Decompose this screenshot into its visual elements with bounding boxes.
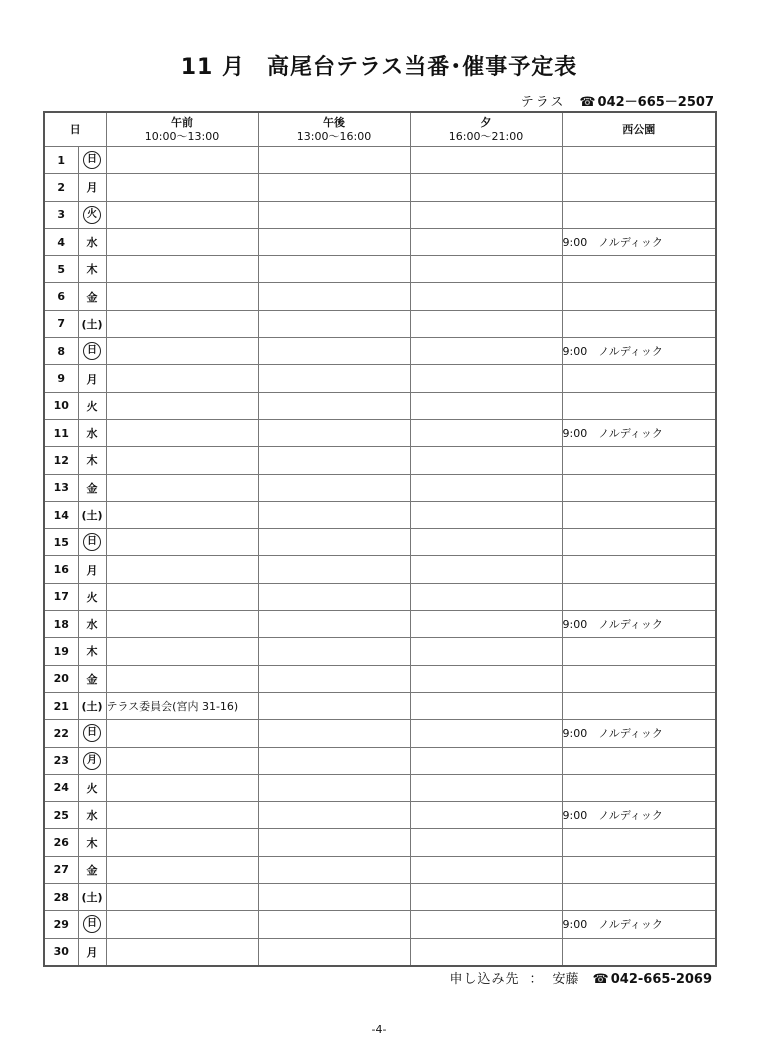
table-row xyxy=(44,338,716,365)
title-text: 高尾台テラス当番･催事予定表 xyxy=(266,55,578,80)
weekday-cell xyxy=(78,829,106,856)
table-row xyxy=(44,665,716,692)
am-cell xyxy=(106,665,258,692)
terrace-contact xyxy=(521,91,714,110)
day-number: 4 xyxy=(44,228,78,255)
page-number: -4- xyxy=(371,1023,387,1036)
header-am-time: 10:00～13:00 xyxy=(144,129,220,143)
evening-cell xyxy=(410,201,562,228)
weekday-cell xyxy=(78,638,106,665)
weekday-cell xyxy=(78,310,106,337)
table-row xyxy=(44,938,716,966)
pm-cell xyxy=(258,147,410,174)
day-number: 10 xyxy=(44,392,78,419)
day-number: 19 xyxy=(44,638,78,665)
header-pm xyxy=(258,112,410,147)
pm-cell xyxy=(258,611,410,638)
table-row xyxy=(44,501,716,528)
day-number: 1 xyxy=(44,147,78,174)
park-cell: 9:00 ノルディック xyxy=(562,228,716,255)
pm-cell xyxy=(258,802,410,829)
pm-cell xyxy=(258,447,410,474)
weekday-cell xyxy=(78,474,106,501)
park-cell xyxy=(562,365,716,392)
am-cell xyxy=(106,884,258,911)
day-number: 17 xyxy=(44,583,78,610)
pm-cell xyxy=(258,419,410,446)
weekday-cell xyxy=(78,174,106,201)
table-row xyxy=(44,447,716,474)
table-row xyxy=(44,884,716,911)
header-west-park: 西公園 xyxy=(562,112,716,147)
header-am-label: 午前 xyxy=(171,115,193,129)
header-evening-time: 16:00～21:00 xyxy=(448,129,524,143)
am-cell xyxy=(106,310,258,337)
day-number: 18 xyxy=(44,611,78,638)
pm-cell xyxy=(258,583,410,610)
park-cell: 9:00 ノルディック xyxy=(562,338,716,365)
weekday-label: 水 xyxy=(86,618,98,632)
weekday-label: 水 xyxy=(86,809,98,823)
am-cell xyxy=(106,529,258,556)
day-number: 26 xyxy=(44,829,78,856)
park-cell xyxy=(562,583,716,610)
park-cell xyxy=(562,747,716,774)
day-number: 7 xyxy=(44,310,78,337)
title-month: 11 月 xyxy=(180,55,245,80)
am-cell xyxy=(106,802,258,829)
evening-cell xyxy=(410,228,562,255)
park-cell xyxy=(562,201,716,228)
weekday-cell xyxy=(78,938,106,966)
am-cell xyxy=(106,501,258,528)
evening-cell xyxy=(410,365,562,392)
evening-cell xyxy=(410,474,562,501)
day-number: 11 xyxy=(44,419,78,446)
am-cell xyxy=(106,228,258,255)
schedule-table xyxy=(43,111,717,967)
pm-cell xyxy=(258,201,410,228)
evening-cell xyxy=(410,583,562,610)
day-number: 13 xyxy=(44,474,78,501)
park-cell xyxy=(562,774,716,801)
park-cell xyxy=(562,501,716,528)
table-row xyxy=(44,174,716,201)
weekday-label: 木 xyxy=(86,454,98,468)
am-cell xyxy=(106,256,258,283)
table-row xyxy=(44,283,716,310)
holiday-weekday-label: 日 xyxy=(83,724,101,742)
table-row xyxy=(44,802,716,829)
evening-cell xyxy=(410,447,562,474)
weekday-label: 火 xyxy=(86,781,98,795)
pm-cell xyxy=(258,392,410,419)
weekday-cell xyxy=(78,147,106,174)
day-number: 29 xyxy=(44,911,78,938)
holiday-weekday-label: 月 xyxy=(83,752,101,770)
header-am xyxy=(106,112,258,147)
am-cell xyxy=(106,611,258,638)
park-cell: 9:00 ノルディック xyxy=(562,720,716,747)
evening-cell xyxy=(410,392,562,419)
am-cell xyxy=(106,938,258,966)
pm-cell xyxy=(258,556,410,583)
weekday-label: 金 xyxy=(86,290,98,304)
table-row xyxy=(44,638,716,665)
table-row xyxy=(44,147,716,174)
weekday-label: 木 xyxy=(86,645,98,659)
pm-cell xyxy=(258,501,410,528)
evening-cell xyxy=(410,338,562,365)
weekday-label: 金 xyxy=(86,481,98,495)
am-cell xyxy=(106,856,258,883)
page-title xyxy=(0,50,758,81)
weekday-cell xyxy=(78,338,106,365)
am-cell xyxy=(106,911,258,938)
evening-cell xyxy=(410,802,562,829)
weekday-cell xyxy=(78,884,106,911)
evening-cell xyxy=(410,256,562,283)
header-pm-label: 午後 xyxy=(323,115,345,129)
day-number: 12 xyxy=(44,447,78,474)
table-row xyxy=(44,692,716,719)
header-evening-label: 夕 xyxy=(480,115,492,129)
pm-cell xyxy=(258,365,410,392)
evening-cell xyxy=(410,147,562,174)
holiday-weekday-label: 火 xyxy=(83,206,101,224)
day-number: 30 xyxy=(44,938,78,966)
day-number: 27 xyxy=(44,856,78,883)
holiday-weekday-label: 日 xyxy=(83,151,101,169)
weekday-cell xyxy=(78,720,106,747)
table-row xyxy=(44,201,716,228)
pm-cell xyxy=(258,774,410,801)
weekday-label: 金 xyxy=(86,863,98,877)
pm-cell xyxy=(258,829,410,856)
terrace-phone: 042－665－2507 xyxy=(597,95,714,110)
footer-contact xyxy=(450,968,713,987)
evening-cell xyxy=(410,283,562,310)
pm-cell xyxy=(258,174,410,201)
pm-cell xyxy=(258,474,410,501)
park-cell xyxy=(562,529,716,556)
day-number: 6 xyxy=(44,283,78,310)
table-row xyxy=(44,747,716,774)
pm-cell xyxy=(258,338,410,365)
table-row xyxy=(44,774,716,801)
header-evening xyxy=(410,112,562,147)
table-row xyxy=(44,392,716,419)
footer-colon: ： xyxy=(529,972,543,987)
am-cell xyxy=(106,392,258,419)
day-number: 9 xyxy=(44,365,78,392)
am-cell xyxy=(106,583,258,610)
schedule-body xyxy=(44,147,716,966)
weekday-label: 水 xyxy=(86,427,98,441)
park-cell xyxy=(562,310,716,337)
table-row xyxy=(44,419,716,446)
weekday-cell xyxy=(78,201,106,228)
day-number: 2 xyxy=(44,174,78,201)
weekday-label: 火 xyxy=(86,399,98,413)
weekday-cell xyxy=(78,228,106,255)
pm-cell xyxy=(258,747,410,774)
weekday-cell xyxy=(78,501,106,528)
weekday-cell xyxy=(78,283,106,310)
park-cell xyxy=(562,392,716,419)
telephone-icon: ☎ xyxy=(592,972,609,987)
day-number: 24 xyxy=(44,774,78,801)
evening-cell xyxy=(410,529,562,556)
day-number: 20 xyxy=(44,665,78,692)
am-cell xyxy=(106,556,258,583)
evening-cell xyxy=(410,174,562,201)
holiday-weekday-label: 日 xyxy=(83,533,101,551)
weekday-label: 月 xyxy=(86,945,98,959)
holiday-weekday-label: 日 xyxy=(83,915,101,933)
table-row xyxy=(44,474,716,501)
table-row xyxy=(44,556,716,583)
park-cell xyxy=(562,638,716,665)
day-number: 16 xyxy=(44,556,78,583)
pm-cell xyxy=(258,720,410,747)
weekday-label: (土) xyxy=(81,317,103,331)
park-cell: 9:00 ノルディック xyxy=(562,419,716,446)
table-row xyxy=(44,720,716,747)
day-number: 23 xyxy=(44,747,78,774)
day-number: 21 xyxy=(44,692,78,719)
weekday-label: 木 xyxy=(86,263,98,277)
evening-cell xyxy=(410,884,562,911)
evening-cell xyxy=(410,310,562,337)
pm-cell xyxy=(258,938,410,966)
park-cell xyxy=(562,556,716,583)
pm-cell xyxy=(258,310,410,337)
table-row xyxy=(44,611,716,638)
evening-cell xyxy=(410,938,562,966)
am-cell xyxy=(106,147,258,174)
weekday-cell xyxy=(78,556,106,583)
weekday-cell xyxy=(78,611,106,638)
weekday-cell xyxy=(78,856,106,883)
am-cell xyxy=(106,201,258,228)
park-cell: 9:00 ノルディック xyxy=(562,802,716,829)
evening-cell xyxy=(410,774,562,801)
terrace-label: テラス xyxy=(520,95,566,110)
am-cell xyxy=(106,447,258,474)
park-cell xyxy=(562,938,716,966)
evening-cell xyxy=(410,747,562,774)
park-cell xyxy=(562,283,716,310)
pm-cell xyxy=(258,692,410,719)
weekday-cell xyxy=(78,774,106,801)
evening-cell xyxy=(410,611,562,638)
weekday-cell xyxy=(78,583,106,610)
table-row xyxy=(44,256,716,283)
am-cell xyxy=(106,720,258,747)
footer-label: 申し込み先 xyxy=(449,972,520,987)
park-cell xyxy=(562,856,716,883)
evening-cell xyxy=(410,638,562,665)
weekday-label: (土) xyxy=(81,891,103,905)
am-cell xyxy=(106,774,258,801)
evening-cell xyxy=(410,829,562,856)
am-cell xyxy=(106,174,258,201)
am-cell xyxy=(106,747,258,774)
weekday-cell xyxy=(78,665,106,692)
am-cell: テラス委員会(宮内 31-16) xyxy=(106,692,258,719)
weekday-label: 月 xyxy=(86,372,98,386)
park-cell xyxy=(562,447,716,474)
weekday-label: 火 xyxy=(86,590,98,604)
day-number: 28 xyxy=(44,884,78,911)
am-cell xyxy=(106,338,258,365)
header-day: 日 xyxy=(44,112,106,147)
evening-cell xyxy=(410,692,562,719)
pm-cell xyxy=(258,665,410,692)
day-number: 8 xyxy=(44,338,78,365)
pm-cell xyxy=(258,638,410,665)
table-row xyxy=(44,228,716,255)
day-number: 22 xyxy=(44,720,78,747)
park-cell xyxy=(562,665,716,692)
table-row xyxy=(44,856,716,883)
weekday-label: 月 xyxy=(86,181,98,195)
pm-cell xyxy=(258,256,410,283)
weekday-cell xyxy=(78,392,106,419)
day-number: 3 xyxy=(44,201,78,228)
park-cell xyxy=(562,147,716,174)
park-cell xyxy=(562,692,716,719)
weekday-cell xyxy=(78,419,106,446)
park-cell xyxy=(562,884,716,911)
am-cell xyxy=(106,638,258,665)
park-cell xyxy=(562,174,716,201)
park-cell: 9:00 ノルディック xyxy=(562,911,716,938)
weekday-label: 水 xyxy=(86,236,98,250)
evening-cell xyxy=(410,856,562,883)
park-cell xyxy=(562,256,716,283)
weekday-cell xyxy=(78,447,106,474)
day-number: 15 xyxy=(44,529,78,556)
pm-cell xyxy=(258,911,410,938)
am-cell xyxy=(106,283,258,310)
weekday-cell xyxy=(78,802,106,829)
weekday-cell xyxy=(78,256,106,283)
pm-cell xyxy=(258,884,410,911)
pm-cell xyxy=(258,529,410,556)
day-number: 14 xyxy=(44,501,78,528)
weekday-cell xyxy=(78,747,106,774)
day-number: 5 xyxy=(44,256,78,283)
evening-cell xyxy=(410,501,562,528)
park-cell: 9:00 ノルディック xyxy=(562,611,716,638)
telephone-icon: ☎ xyxy=(579,95,596,110)
pm-cell xyxy=(258,283,410,310)
pm-cell xyxy=(258,856,410,883)
table-row xyxy=(44,365,716,392)
table-row xyxy=(44,911,716,938)
am-cell xyxy=(106,829,258,856)
holiday-weekday-label: 日 xyxy=(83,342,101,360)
weekday-label: (土) xyxy=(81,509,103,522)
park-cell xyxy=(562,829,716,856)
table-row xyxy=(44,310,716,337)
table-row xyxy=(44,829,716,856)
evening-cell xyxy=(410,556,562,583)
weekday-cell xyxy=(78,529,106,556)
weekday-label: 木 xyxy=(86,836,98,850)
am-cell xyxy=(106,474,258,501)
evening-cell xyxy=(410,911,562,938)
evening-cell xyxy=(410,720,562,747)
pm-cell xyxy=(258,228,410,255)
evening-cell xyxy=(410,419,562,446)
footer-name: 安藤 xyxy=(552,972,579,987)
weekday-cell xyxy=(78,692,106,719)
table-row xyxy=(44,529,716,556)
day-number: 25 xyxy=(44,802,78,829)
weekday-cell xyxy=(78,365,106,392)
weekday-label: 月 xyxy=(86,563,98,577)
weekday-cell xyxy=(78,911,106,938)
am-cell xyxy=(106,365,258,392)
header-row xyxy=(44,112,716,147)
footer-phone: 042-665-2069 xyxy=(610,972,712,987)
am-cell xyxy=(106,419,258,446)
table-row xyxy=(44,583,716,610)
evening-cell xyxy=(410,665,562,692)
header-pm-time: 13:00～16:00 xyxy=(296,129,372,143)
park-cell xyxy=(562,474,716,501)
weekday-label: (土) xyxy=(81,700,103,714)
weekday-label: 金 xyxy=(86,672,98,686)
